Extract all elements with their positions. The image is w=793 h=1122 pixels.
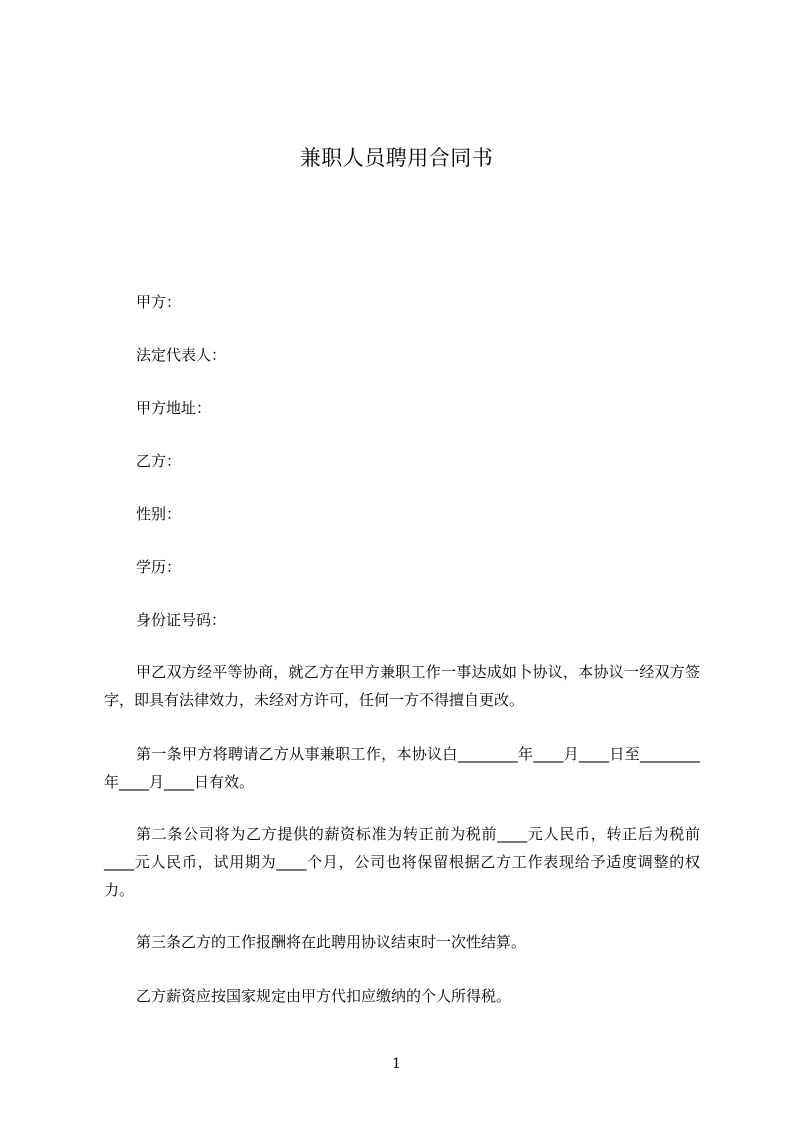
article-one-paragraph: 第一条甲方将聘请乙方从事兼职工作，本协议白________年____月____日至________年____月____日有效。 <box>104 745 700 791</box>
party-a-field: 甲方： <box>136 293 182 311</box>
id-number-field: 身份证号码： <box>136 611 227 629</box>
article-three-paragraph: 第三条乙方的工作报酬将在此聘用协议结束时一次性结算。 <box>136 933 527 951</box>
party-b-field: 乙方： <box>136 452 182 470</box>
education-field: 学历： <box>136 558 182 576</box>
party-a-address-field: 甲方地址： <box>136 399 212 417</box>
agreement-intro-paragraph: 甲乙双方经平等协商，就乙方在甲方兼职工作一事达成如卜协议，本协议一经双方签字，即具有法律效力，未经对方许可，任何一方不得擅自更改。 <box>104 663 700 709</box>
legal-representative-field: 法定代表人： <box>136 346 227 364</box>
tax-paragraph: 乙方薪资应按国家规定由甲方代扣应缴纳的个人所得税。 <box>136 987 512 1005</box>
article-two-paragraph: 第二条公司将为乙方提供的薪资标准为转正前为税前____元人民币，转正后为税前____元人民币，试用期为____个月，公司也将保留根据乙方工作表现给予适度调整的权力。 <box>104 825 700 899</box>
page-number: 1 <box>392 1056 401 1072</box>
gender-field: 性别： <box>136 505 182 523</box>
document-title: 兼职人员聘用合同书 <box>299 146 494 170</box>
